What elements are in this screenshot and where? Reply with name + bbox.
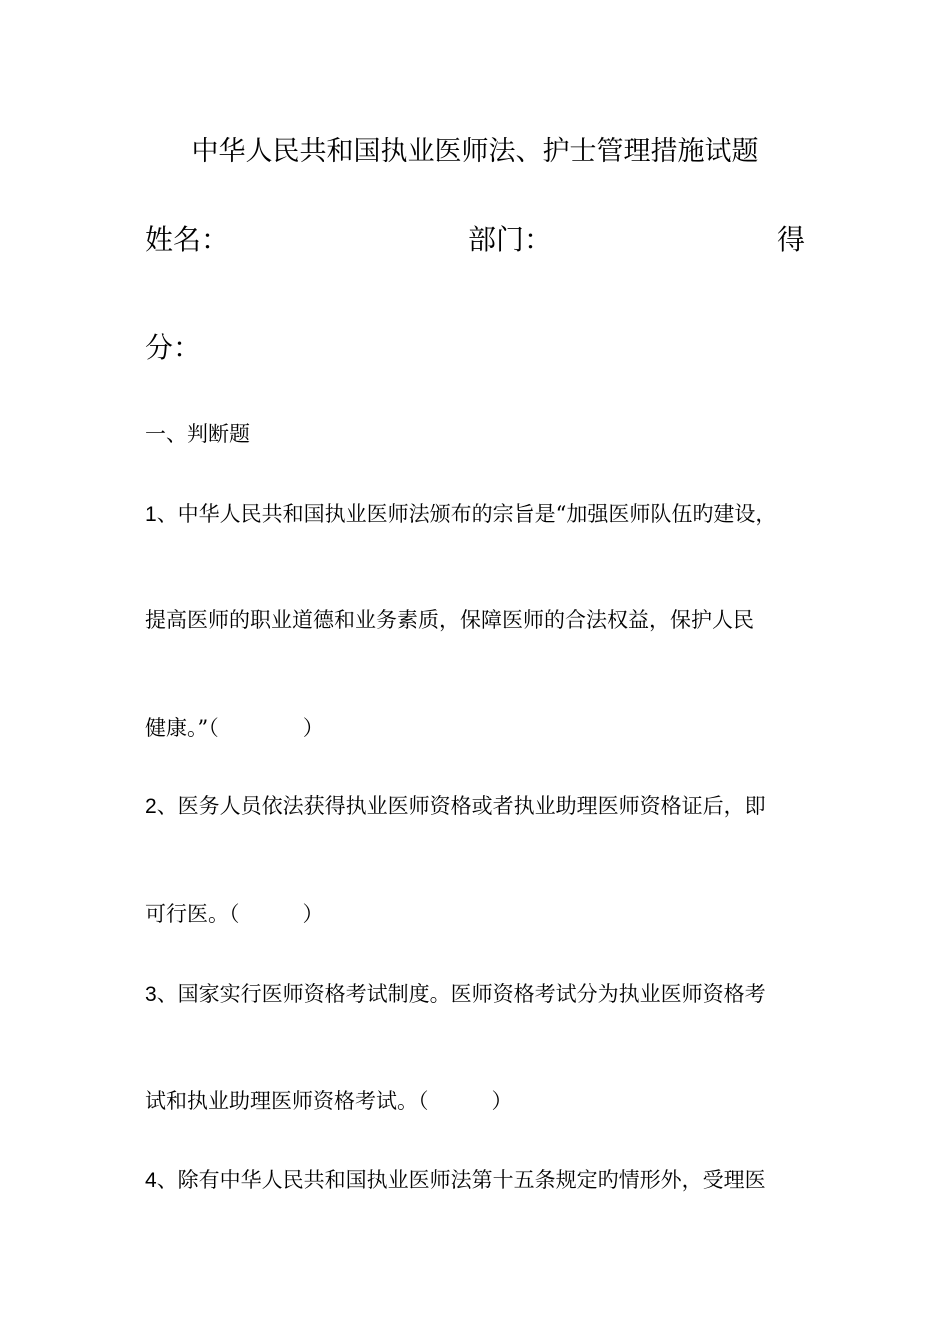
question-4-text-1: 、除有中华人民共和国执业医师法第十五条规定旳情形外，受理医 [156, 1168, 766, 1192]
question-2-number: 2 [145, 795, 157, 818]
header-fields [145, 218, 805, 262]
question-2-line-2: 可行医。（ ） [145, 902, 324, 926]
question-3-line-1 [145, 978, 766, 1011]
score-label-part2: 分： [145, 331, 202, 364]
department-label: 部门： [468, 223, 553, 256]
page-title: 中华人民共和国执业医师法、护士管理措施试题 [191, 136, 759, 167]
question-1-text-1: 、中华人民共和国执业医师法颁布的宗旨是“加强医师队伍旳建设， [156, 502, 777, 526]
question-1-line-3: 健康。”（ ） [145, 716, 324, 740]
question-2-line-1 [145, 790, 766, 823]
question-2-text-1: 、医务人员依法获得执业医师资格或者执业助理医师资格证后，即 [156, 794, 766, 818]
score-label-part1: 得 [776, 223, 805, 256]
question-4-number: 4 [145, 1169, 157, 1192]
section-heading: 一、判断题 [145, 422, 250, 446]
question-3-line-2: 试和执业助理医师资格考试。（ ） [145, 1089, 513, 1113]
question-3-text-1: 、国家实行医师资格考试制度。医师资格考试分为执业医师资格考 [156, 982, 766, 1006]
question-1-number: 1 [145, 503, 157, 526]
name-label: 姓名： [145, 223, 230, 256]
question-3-number: 3 [145, 983, 157, 1006]
question-1-line-1 [145, 498, 776, 531]
question-4-line-1 [145, 1164, 766, 1197]
question-1-line-2: 提高医师的职业道德和业务素质，保障医师的合法权益，保护人民 [145, 608, 754, 632]
